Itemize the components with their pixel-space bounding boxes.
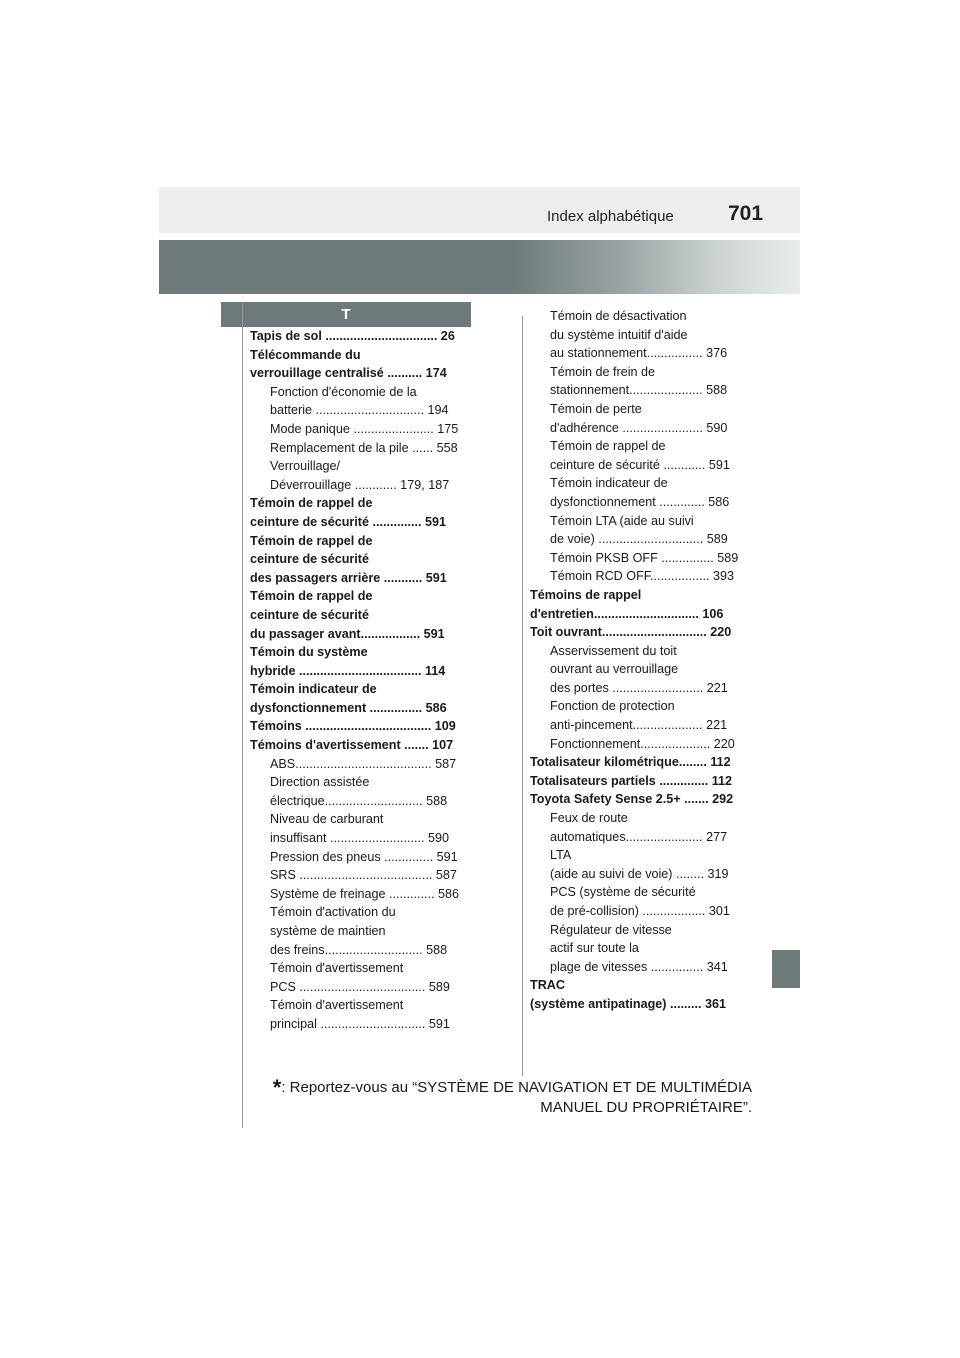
index-entry-line: Fonction d'économie de la <box>270 384 417 399</box>
index-entry-line: Direction assistée <box>270 775 370 790</box>
index-entry-line: des freins............................ 588 <box>270 942 448 957</box>
index-entry-line: d'adhérence ....................... 590 <box>550 420 728 435</box>
index-entry-line: Témoins d'avertissement ....... 107 <box>250 738 454 753</box>
index-entry-line: Asservissement du toit <box>550 643 677 658</box>
index-entry-line: Niveau de carburant <box>270 812 384 827</box>
index-entry-line: Témoin d'avertissement <box>270 961 404 976</box>
index-column-right <box>530 307 752 1014</box>
footnote-marker: * <box>272 1075 282 1100</box>
index-entry-line: Témoin indicateur de <box>250 682 377 697</box>
index-entry-line: Témoin d'activation du <box>270 905 396 920</box>
section-letter-tab: T <box>221 302 471 327</box>
index-entry-line: Pression des pneus .............. 591 <box>270 849 458 864</box>
index-entry-line: Fonction de protection <box>550 699 675 714</box>
index-entry-line: Témoin LTA (aide au suivi <box>550 513 694 528</box>
index-entry-line: Système de freinage ............. 586 <box>270 886 460 901</box>
index-entry-line: ceinture de sécurité .............. 591 <box>250 514 446 529</box>
index-entry-line: Mode panique ....................... 175 <box>270 421 459 436</box>
index-entry-line: Tapis de sol ................................ 26 <box>250 329 455 343</box>
index-entry-line: au stationnement................ 376 <box>550 346 728 361</box>
index-entry-line: Témoins .................................... 109 <box>250 719 456 734</box>
page-header-title: Index alphabétique <box>547 208 674 225</box>
index-entry-line: actif sur toute la <box>550 941 639 956</box>
index-entry-line: ABS....................................... 587 <box>270 756 457 771</box>
index-entry-line: du passager avant................. 591 <box>250 626 445 641</box>
index-entry-line: dysfonctionnement ............. 586 <box>550 494 730 509</box>
index-entry-line: des passagers arrière ........... 591 <box>250 570 447 585</box>
index-entry-line: Témoin de rappel de <box>550 439 666 454</box>
index-entry-line: Témoin de frein de <box>550 364 656 379</box>
left-margin-rule <box>242 302 243 1128</box>
index-entry-line: Témoin de rappel de <box>250 589 373 604</box>
index-entry-line: ceinture de sécurité ............ 591 <box>550 457 730 472</box>
index-entry-line: (système antipatinage) ......... 361 <box>530 996 726 1011</box>
index-entry-line: Témoin RCD OFF................. 393 <box>550 569 735 584</box>
index-entry-line: Témoin de désactivation <box>550 309 687 323</box>
index-entry-line: Toit ouvrant.............................. 220 <box>530 625 732 640</box>
footnote-line-2: MANUEL DU PROPRIÉTAIRE”. <box>540 1099 752 1116</box>
index-entry-line: principal .............................. 591 <box>270 1016 450 1031</box>
index-entry-line: TRAC <box>530 978 565 993</box>
index-entry-line: (aide au suivi de voie) ........ 319 <box>550 866 729 881</box>
page-number: 701 <box>728 202 764 225</box>
index-entry-line: stationnement..................... 588 <box>550 383 728 398</box>
index-entry-line: LTA <box>550 848 572 863</box>
index-entry-line: verrouillage centralisé .......... 174 <box>250 366 447 381</box>
index-entry-line: SRS ...................................... 587 <box>270 868 457 883</box>
index-entry-line: Verrouillage/ <box>270 459 341 474</box>
index-entry-line: électrique............................ 588 <box>270 793 448 808</box>
index-entry-line: PCS (système de sécurité <box>550 885 696 900</box>
index-entry-line: hybride ................................... 114 <box>250 663 446 678</box>
index-entry-line: Témoin de rappel de <box>250 496 373 511</box>
index-entry-line: du système intuitif d'aide <box>550 327 688 342</box>
index-entry-line: automatiques...................... 277 <box>550 829 728 844</box>
index-column-left <box>250 327 472 1034</box>
index-entry-line: Déverrouillage ............ 179, 187 <box>270 477 450 492</box>
index-entry-line: Feux de route <box>550 811 628 826</box>
index-entry-line: Régulateur de vitesse <box>550 922 672 937</box>
index-entry-line: Témoin de rappel de <box>250 533 373 548</box>
index-entry-line: plage de vitesses ............... 341 <box>550 959 728 974</box>
index-entry-line: dysfonctionnement ............... 586 <box>250 700 447 715</box>
index-entry-line: Témoin du système <box>250 645 368 660</box>
index-entry-line: ouvrant au verrouillage <box>550 662 679 677</box>
index-entry-line: ceinture de sécurité <box>250 607 369 622</box>
thumb-index-tab <box>772 950 800 988</box>
index-entry-line: anti-pincement.................... 221 <box>550 718 728 733</box>
index-entry-line: Télécommande du <box>250 347 361 362</box>
index-entry-line: des portes .......................... 221 <box>550 680 728 695</box>
index-entry-line: Fonctionnement.................... 220 <box>550 736 735 751</box>
index-entry-line: système de maintien <box>270 924 386 938</box>
footnote-line-1: : Reportez-vous au “SYSTÈME DE NAVIGATION ET DE MULTIMÉDIA <box>281 1079 752 1096</box>
column-divider <box>522 316 523 1076</box>
index-entry-line: insuffisant ........................... 590 <box>270 831 449 846</box>
index-entry-line: PCS .................................... 589 <box>270 979 450 994</box>
index-entry-line: Témoins de rappel <box>530 587 642 602</box>
index-entry-line: ceinture de sécurité <box>250 552 369 567</box>
index-entry-line: Témoin PKSB OFF ............... 589 <box>550 550 739 565</box>
index-entry-line: de voie) .............................. 589 <box>550 532 728 547</box>
index-entry-line: batterie ............................... 194 <box>270 403 449 418</box>
header-band <box>159 240 800 294</box>
index-entry-line: Remplacement de la pile ...... 558 <box>270 440 458 455</box>
header-bar <box>159 187 800 233</box>
index-entry-line: de pré-collision) .................. 301 <box>550 904 730 918</box>
index-entry-line: Totalisateur kilométrique........ 112 <box>530 755 731 770</box>
footnote <box>258 1075 752 1118</box>
index-entry-line: Témoin d'avertissement <box>270 998 404 1013</box>
index-entry-line: Témoin indicateur de <box>550 476 668 491</box>
index-entry-line: Témoin de perte <box>550 401 642 416</box>
index-entry-line: d'entretien.............................. 106 <box>530 606 724 621</box>
index-entry-line: Totalisateurs partiels .............. 112 <box>530 773 733 788</box>
index-entry-line: Toyota Safety Sense 2.5+ ....... 292 <box>530 792 734 807</box>
